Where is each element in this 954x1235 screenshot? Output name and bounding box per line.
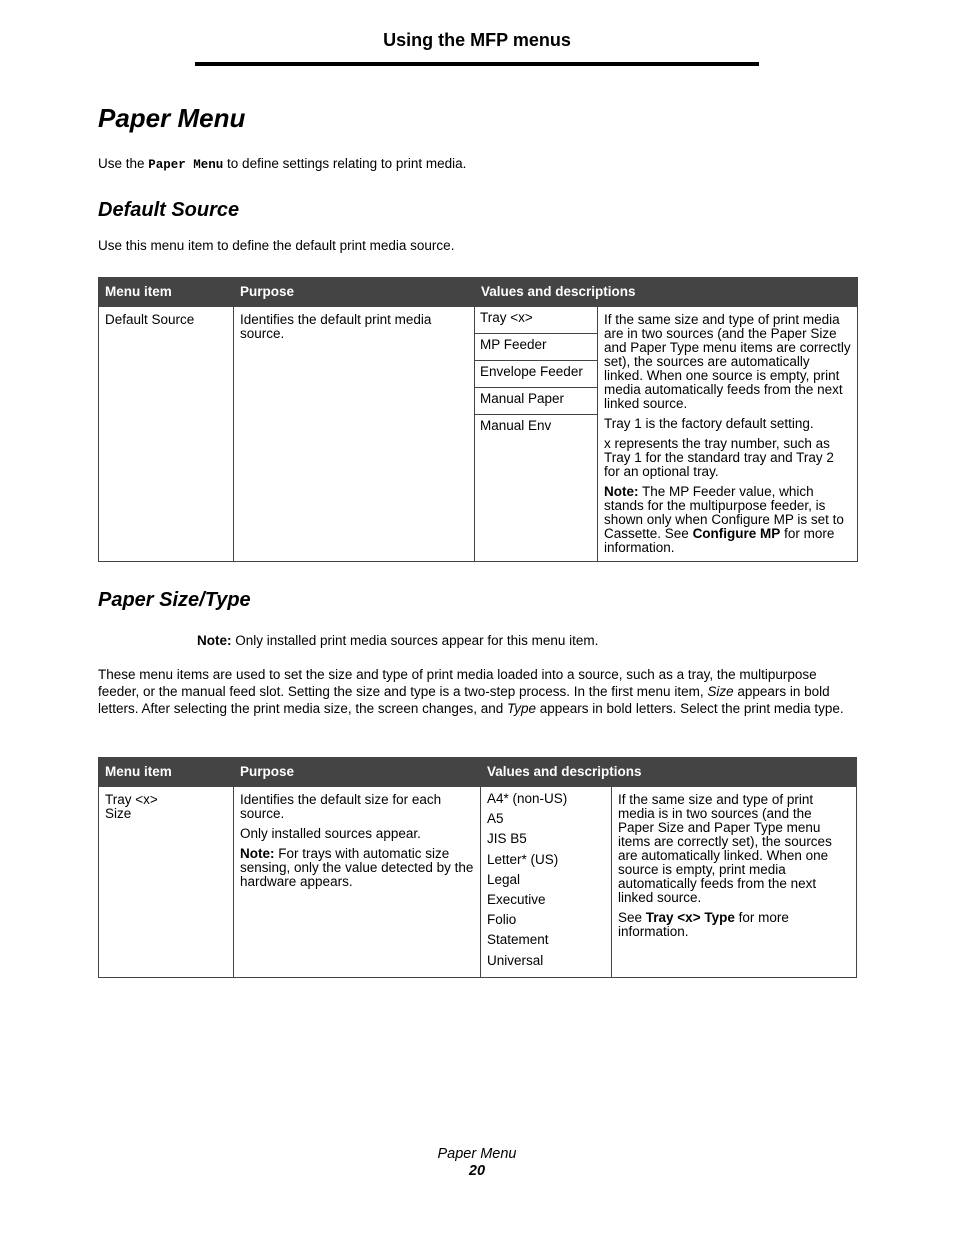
note-text: For trays with automatic size sensing, only the value detected by the hardware appears. [240,846,474,889]
value-item: A4* (non-US) [487,791,568,806]
cell-values [481,787,612,978]
default-source-table [98,277,858,562]
note-text: for more information. [604,526,835,555]
value-item: Universal [487,952,544,968]
page-footer [0,1146,954,1180]
value-item: A5 [487,811,504,827]
table-row [99,307,858,562]
description-text: If the same size and type of print media is in two sources (and the Paper Size and Paper Type menu items are correctly set), the sources are automatically linked. When one source is empty, print media automatically feeds from the next linked source. [618,792,832,905]
value-item: Executive [487,891,546,907]
value-item: JIS B5 [487,831,527,847]
description-reference [618,911,850,939]
value-item: Envelope Feeder [475,361,597,388]
note-text: The MP Feeder value, which stands for the multipurpose feeder, is shown only when Configure MP is set to Cassette. See [604,484,844,541]
header-rule [195,62,759,66]
purpose-note [240,847,474,889]
table-header-row [99,758,857,787]
default-source-heading: Default Source [98,199,240,221]
footer-page-number: 20 [468,1163,486,1179]
running-header: Using the MFP menus [383,30,571,50]
col-menu-item: Menu item [99,278,234,307]
col-menu-item: Menu item [99,758,234,787]
reference-text: for more information. [618,910,789,939]
cell-purpose [234,787,481,978]
intro-pre: Use the [98,156,149,171]
page-title: Paper Menu [98,103,246,133]
purpose-text: Only installed sources appear. [240,826,421,841]
paper-size-type-heading: Paper Size/Type [98,589,251,611]
description-text: If the same size and type of print media are in two sources (and the Paper Size and Paper Type menu items are correctly set), the sources are automatically linked. When one source is empty, print media automatically feeds from the next linked source. [604,312,851,411]
reference-text: See [618,910,646,925]
intro-post: to define settings relating to print media. [223,156,467,171]
col-values: Values and descriptions [475,278,858,307]
purpose-text: Identifies the default size for each source. [240,792,442,821]
intro-code: Paper Menu [148,158,224,172]
value-item: MP Feeder [475,334,597,361]
description-text: x represents the tray number, such as Tray 1 for the standard tray and Tray 2 for an optional tray. [604,436,834,479]
note-label: Note: [240,846,275,861]
col-values: Values and descriptions [481,758,857,787]
table-row [99,787,857,978]
menu-item-line: Tray <x> [105,792,158,807]
value-item: Manual Paper [475,388,597,415]
body-text: These menu items are used to set the size and type of print media loaded into a source, such as a tray, the multipurpose feeder, or the manual feed slot. Setting the size and type is a two-step process. In the first menu item, [98,667,817,699]
description-text: Tray 1 is the factory default setting. [604,416,814,431]
value-item: Folio [487,912,517,928]
description-note [604,485,851,555]
intro-paragraph [98,155,466,174]
value-item: Statement [487,932,549,948]
value-item: Legal [487,871,521,887]
note-reference: Configure MP [692,526,781,541]
cell-menu-item [99,787,234,978]
col-purpose: Purpose [234,758,481,787]
reference-bold: Tray <x> Type [645,910,735,925]
body-text: appears in bold letters. Select the print media type. [536,701,844,716]
cell-menu-item: Default Source [99,307,234,562]
table-header-row [99,278,858,307]
body-text: appears in bold letters. After selecting the print media size, the screen changes, and [98,684,830,716]
menu-item-line: Size [105,806,132,821]
cell-values [475,307,598,562]
paper-size-type-table [98,757,857,978]
value-item: Manual Env [480,418,552,433]
body-emphasis: Size [707,684,734,699]
cell-purpose: Identifies the default print media source. [234,307,475,562]
footer-section-name: Paper Menu [437,1146,517,1162]
value-item: Letter* (US) [487,851,559,867]
note-label: Note: [197,633,232,648]
note-text: Only installed print media sources appear for this menu item. [231,633,599,648]
note-label: Note: [604,484,639,499]
default-source-intro: Use this menu item to define the default print media source. [98,238,455,253]
paper-size-type-note [197,632,598,649]
col-purpose: Purpose [234,278,475,307]
cell-description [598,307,858,562]
cell-description [612,787,857,978]
body-emphasis: Type [506,701,536,716]
value-item: Tray <x> [475,307,597,334]
paper-size-type-body [98,666,856,717]
